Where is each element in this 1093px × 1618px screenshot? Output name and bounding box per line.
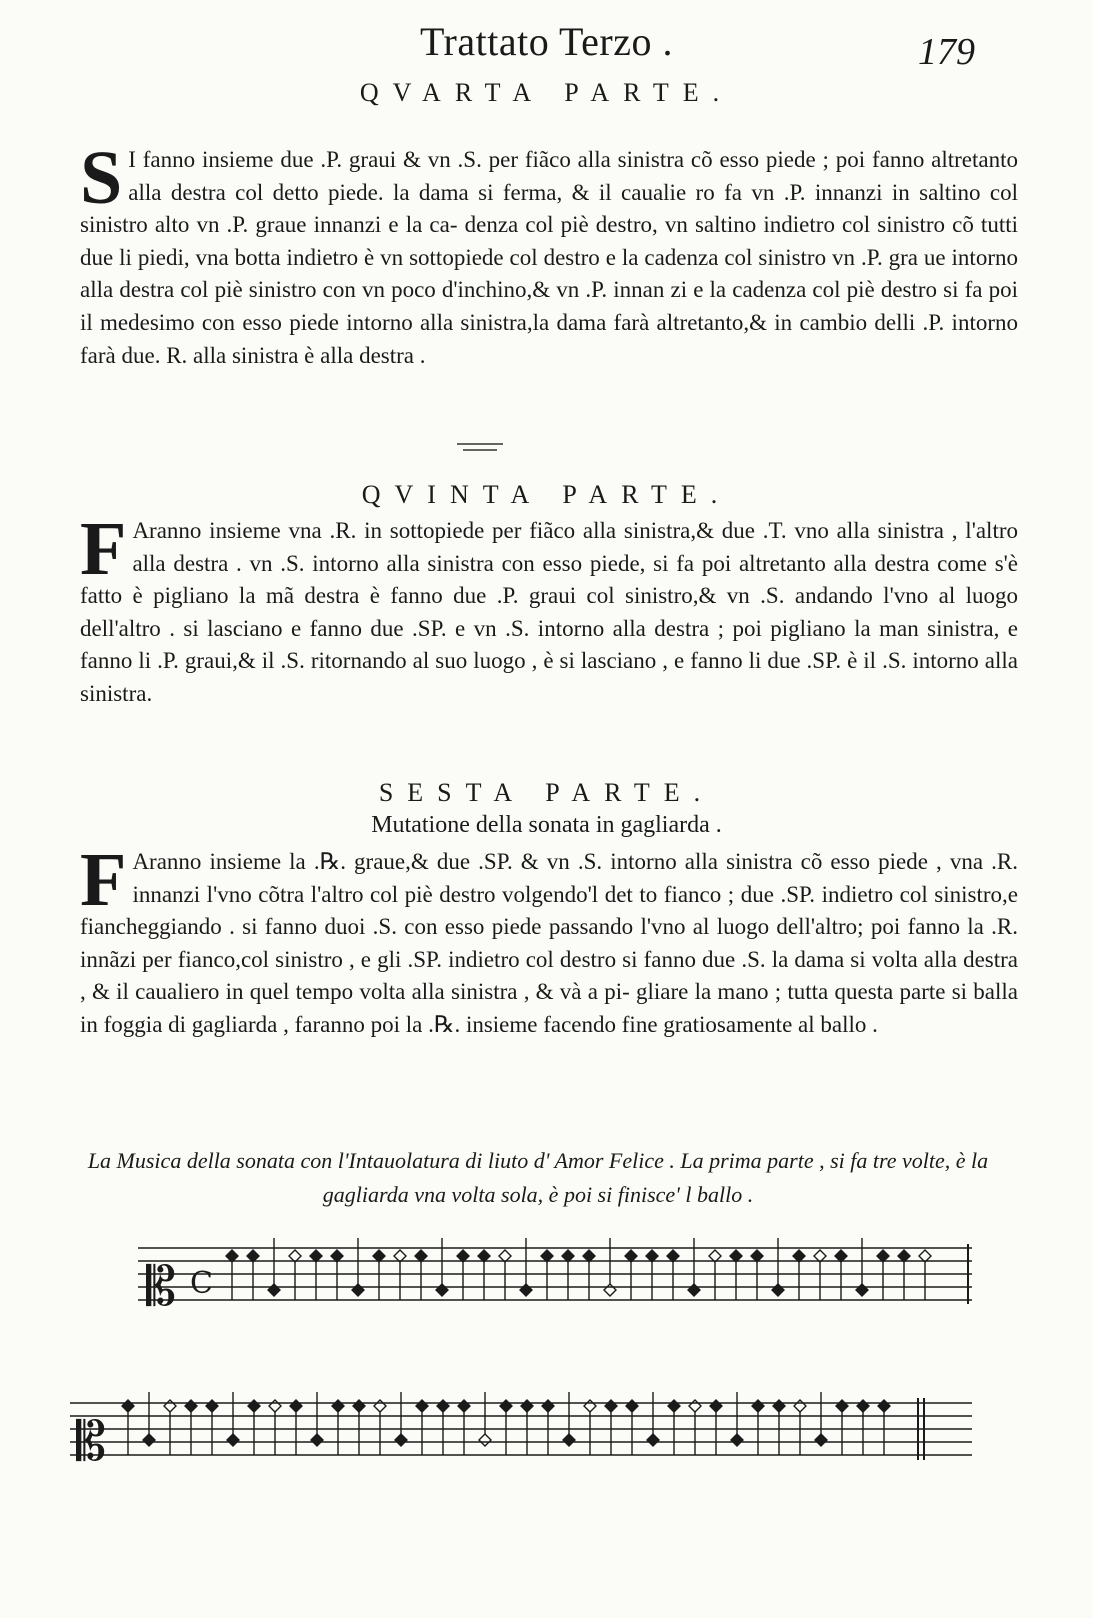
note-head [479,1434,491,1446]
section-title-quarta: QVARTA PARTE. [359,78,734,107]
paragraph-text: I fanno insieme due .P. graui & vn .S. per fiãco alla sinistra cõ esso piede ; poi fanno altretanto alla destra col detto piede. la dama si ferma, & il caualie ro fa vn .P. innanzi in saltino col sinistro alto vn .P. graue innanzi e la ca- denza col piè destro, vn saltino indietro col sinistro cõ tutti due li piedi, vna botta indietro è vn sottopiede col destro e la cadenza col sinistro vn .P. gra ue intorno alla destra col piè sinistro con vn poco d'inchino,& vn .P. innan zi e la cadenza col piè destro si fa poi il medesimo con esso piede intorno alla sinistra,la dama farà altretanto,& in cambio delli .P. intorno farà due. R. alla sinistra è alla destra . [80,147,1018,368]
c-clef-icon [76,1410,106,1473]
note-head [499,1250,511,1262]
note-head [248,1400,260,1412]
note-head [500,1400,512,1412]
svg-text:𝄡: 𝄡 [76,1410,107,1473]
note-head [710,1400,722,1412]
note-head [394,1250,406,1262]
note-head [856,1284,868,1296]
note-head [668,1400,680,1412]
note-head [457,1250,469,1262]
note-head [373,1250,385,1262]
note-head [730,1250,742,1262]
note-head [772,1284,784,1296]
note-head [562,1250,574,1262]
note-head [226,1250,238,1262]
paragraph-text: Aranno insieme la .℞. graue,& due .SP. & vn .S. intorno alla sinistra cõ esso piede , vna .R. innanzi l'vno cõtra l'altro col piè destro volgendo'l det to fianco ; due .SP. indietro col sinistro,e fiancheggiando . si fanno duoi .S. con esso piede passando l'vno al luogo dell'altro; poi fanno la .R. innãzi per fianco,col sinistro , e gli .SP. indietro col destro si fanno due .S. la dama si volta alla destra , & il caualiero in quel tempo volta alla sinistra , & và a pi- gliare la mano ; tutta questa parte si balla in foggia di gagliarda , faranno poi la .℞. insieme facendo fine gratiosamente al ballo . [80,849,1018,1037]
note-head [289,1250,301,1262]
note-head [604,1284,616,1296]
note-head [436,1284,448,1296]
note-head [521,1400,533,1412]
section-subtitle-sesta: Mutatione della sonata in gagliarda . [371,812,722,838]
staff-1 [138,1238,972,1318]
page-title: Trattato Terzo . [420,19,673,64]
music-caption: La Musica della sonata con l'Intauolatura di liuto d' Amor Felice . La prima parte , si fa tre volte, è la gagliarda vna volta sola, è poi si finisce' l ballo . [87,1148,989,1207]
note-head [332,1400,344,1412]
note-head [731,1434,743,1446]
svg-text:𝄡: 𝄡 [146,1255,177,1318]
note-head [374,1400,386,1412]
note-head [415,1250,427,1262]
dropcap-f: F [80,507,127,591]
page-number: 179 [918,31,975,73]
dropcap-f: F [80,838,127,922]
note-head [814,1250,826,1262]
note-head [143,1434,155,1446]
note-head [268,1284,280,1296]
note-head [458,1400,470,1412]
note-head [878,1400,890,1412]
note-head [877,1250,889,1262]
note-head [290,1400,302,1412]
note-head [626,1400,638,1412]
note-head [311,1434,323,1446]
note-head [688,1284,700,1296]
note-head [353,1400,365,1412]
note-head [164,1400,176,1412]
note-head [625,1250,637,1262]
dropcap-s: S [80,136,123,220]
note-head [773,1400,785,1412]
note-head [815,1434,827,1446]
note-head [269,1400,281,1412]
paragraph-text: Aranno insieme vna .R. in sottopiede per fiãco alla sinistra,& due .T. vno alla sinistra , l'altro alla destra . vn .S. intorno alla sinistra con esso piede, si fa poi altretanto alla destra come s'è fatto è pigliano la mã destra è fanno due .P. graui col sinistro,& vn .S. andando l'vno al luogo dell'altro . si lasciano e fanno due .SP. e vn .S. intorno alla destra ; poi pigliano la man sinistra, e fanno li .P. graui,& il .S. ritornando al suo luogo , è si lasciano , e fanno li due .SP. è il .S. intorno alla sinistra. [80,518,1018,706]
note-head [416,1400,428,1412]
note-head [689,1400,701,1412]
note-head [836,1400,848,1412]
note-head [247,1250,259,1262]
note-head [835,1250,847,1262]
note-head [563,1434,575,1446]
note-head [541,1250,553,1262]
note-head [605,1400,617,1412]
note-head [227,1434,239,1446]
note-head [437,1400,449,1412]
note-head [583,1250,595,1262]
common-time-icon [190,1266,213,1301]
svg-text:C: C [190,1266,213,1301]
section-title-sesta: SESTA PARTE. [378,778,715,807]
note-head [898,1250,910,1262]
note-head [478,1250,490,1262]
note-head [331,1250,343,1262]
note-head [857,1400,869,1412]
note-head [206,1400,218,1412]
notes-row-2 [122,1392,890,1455]
note-head [395,1434,407,1446]
note-head [520,1284,532,1296]
note-head [646,1250,658,1262]
note-head [122,1400,134,1412]
note-head [751,1250,763,1262]
note-head [667,1250,679,1262]
note-head [185,1400,197,1412]
staff-2 [70,1392,972,1473]
section-title-quinta: QVINTA PARTE. [361,480,732,509]
note-head [647,1434,659,1446]
note-head [794,1400,806,1412]
note-head [919,1250,931,1262]
note-head [709,1250,721,1262]
note-head [752,1400,764,1412]
note-head [542,1400,554,1412]
note-head [793,1250,805,1262]
note-head [352,1284,364,1296]
note-head [310,1250,322,1262]
c-clef-icon [146,1255,176,1318]
note-head [584,1400,596,1412]
